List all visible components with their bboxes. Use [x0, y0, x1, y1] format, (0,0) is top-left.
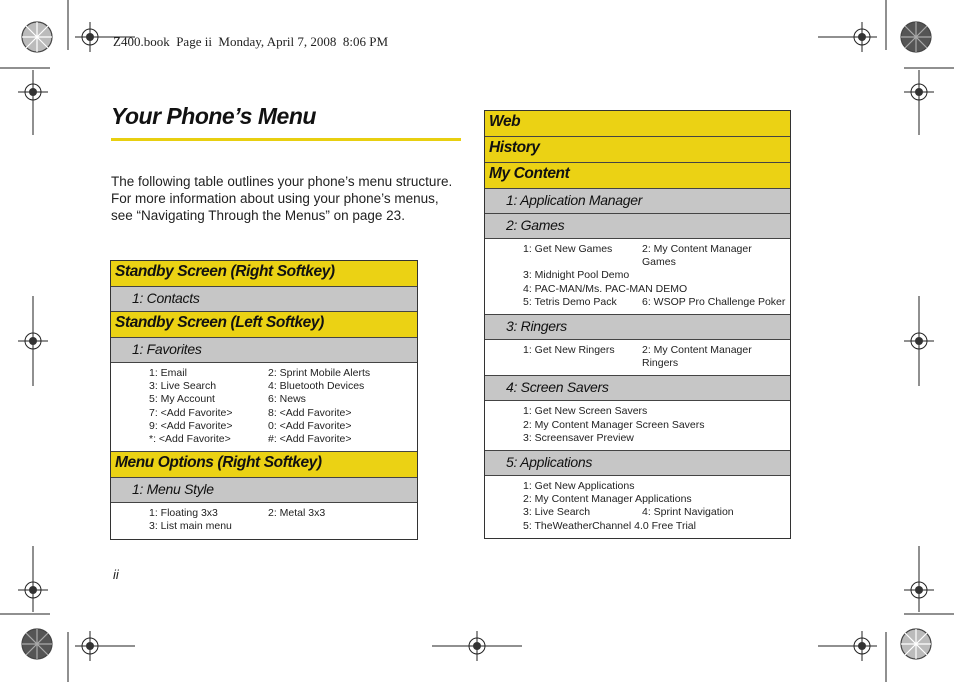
item-favorites: 1: Favorites — [111, 338, 417, 363]
option: 3: Screensaver Preview — [523, 431, 634, 444]
option: 3: Midnight Pool Demo — [523, 269, 630, 282]
item-ringers: 3: Ringers — [485, 315, 790, 340]
option: 4: PAC-MAN/Ms. PAC-MAN DEMO — [523, 282, 688, 295]
option: 8: <Add Favorite> — [268, 406, 352, 419]
intro-paragraph: The following table outlines your phone’s menu structure. For more information about using your phone’s menus, see “Navigating Through the Menus” on page 23. — [111, 174, 453, 223]
item-screen-savers: 4: Screen Savers — [485, 376, 790, 401]
item-menu-style: 1: Menu Style — [111, 478, 417, 503]
menu-table-right — [484, 110, 791, 539]
page-title: Your Phone’s Menu — [111, 103, 316, 129]
option: 5: TheWeatherChannel 4.0 Free Trial — [523, 519, 696, 532]
option: 2: My Content Manager Ringers — [642, 344, 752, 370]
page-number: ii — [113, 567, 119, 582]
menu-table-left — [110, 260, 418, 540]
option: 3: Live Search — [523, 506, 591, 519]
section-web: Web — [485, 111, 790, 137]
option: 6: WSOP Pro Challenge Poker — [642, 295, 786, 308]
ringers-options — [485, 340, 790, 376]
option: 3: Live Search — [149, 380, 217, 393]
option: 1: Get New Ringers — [523, 344, 615, 357]
option: 2: My Content Manager Screen Savers — [523, 418, 705, 431]
section-standby-left: Standby Screen (Left Softkey) — [111, 312, 417, 338]
section-my-content: My Content — [485, 163, 790, 189]
option: 2: Metal 3x3 — [268, 507, 326, 520]
section-menu-options: Menu Options (Right Softkey) — [111, 452, 417, 478]
section-history: History — [485, 137, 790, 163]
item-contacts: 1: Contacts — [111, 287, 417, 312]
item-games: 2: Games — [485, 214, 790, 239]
option: 1: Email — [149, 367, 187, 379]
option: 1: Get New Applications — [523, 480, 635, 493]
option: 2: Sprint Mobile Alerts — [268, 367, 371, 379]
section-standby-right: Standby Screen (Right Softkey) — [111, 261, 417, 287]
title-rule — [111, 138, 461, 141]
games-options — [485, 239, 790, 315]
option: 1: Get New Screen Savers — [523, 405, 648, 418]
item-applications: 5: Applications — [485, 451, 790, 476]
option: 9: <Add Favorite> — [149, 419, 233, 432]
option: 5: My Account — [149, 393, 215, 406]
menu-style-options — [111, 503, 417, 538]
option: *: <Add Favorite> — [149, 433, 231, 446]
option: 7: <Add Favorite> — [149, 406, 233, 419]
favorites-options — [111, 363, 417, 452]
option: 4: Sprint Navigation — [642, 506, 734, 519]
option: 2: My Content Manager Applications — [523, 493, 692, 506]
option: 1: Get New Games — [523, 243, 613, 255]
item-application-manager: 1: Application Manager — [485, 189, 790, 214]
option: 1: Floating 3x3 — [149, 507, 218, 520]
screen-savers-options — [485, 401, 790, 451]
option: 5: Tetris Demo Pack — [523, 295, 617, 308]
option: 2: My Content Manager Games — [642, 243, 752, 269]
option: 3: List main menu — [149, 520, 232, 533]
option: 6: News — [268, 393, 306, 406]
applications-options — [485, 476, 790, 538]
print-header: Z400.book Page ii Monday, April 7, 2008 8:06 PM — [113, 34, 389, 49]
option: #: <Add Favorite> — [268, 433, 352, 446]
option: 4: Bluetooth Devices — [268, 380, 365, 393]
option: 0: <Add Favorite> — [268, 419, 352, 432]
